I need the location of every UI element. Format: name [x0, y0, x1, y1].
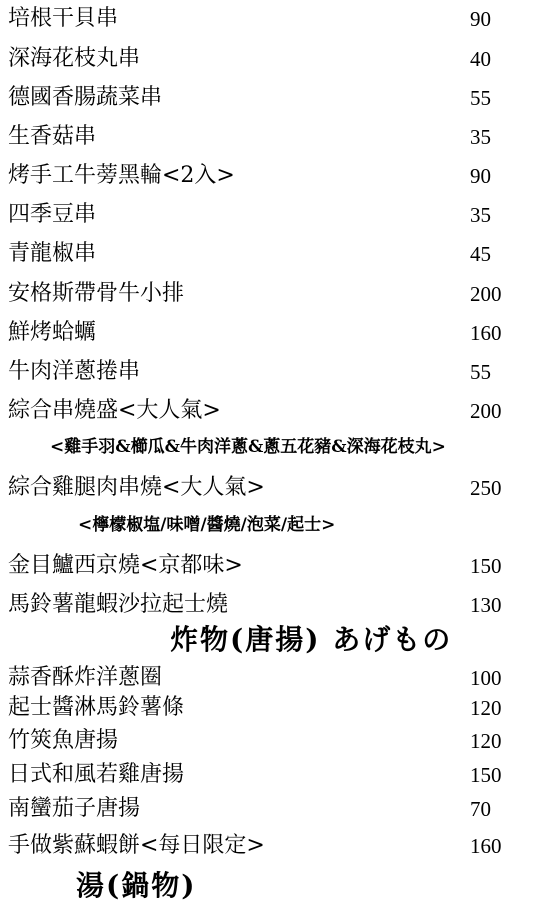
- item-price: 100: [470, 666, 502, 690]
- item-name: 日式和風若雞唐揚: [8, 762, 185, 787]
- item-price: 130: [470, 593, 502, 617]
- item-name: 綜合雞腿肉串燒<大人氣>: [8, 475, 265, 500]
- item-name: 培根干貝串: [8, 6, 119, 31]
- item-price: 150: [470, 763, 502, 787]
- menu-row: [0, 277, 540, 311]
- menu-row: [0, 42, 540, 76]
- item-price: 70: [470, 797, 491, 821]
- flavor-note: <檸檬椒塩/味噌/醬燒/泡菜/起士>: [78, 515, 336, 535]
- menu-row: [0, 691, 540, 725]
- menu-row: [0, 81, 540, 115]
- item-name: 德國香腸蔬菜串: [8, 85, 163, 110]
- menu-row: [0, 237, 540, 271]
- menu-row: [0, 758, 540, 792]
- menu-row: [0, 355, 540, 389]
- item-name: 金目鱸西京燒<京都味>: [8, 553, 243, 578]
- item-price: 160: [470, 321, 502, 345]
- menu-row: [0, 829, 540, 863]
- menu-row: [0, 159, 540, 193]
- section-title-soup: 湯(鍋物): [76, 869, 197, 902]
- item-name: 竹筴魚唐揚: [8, 728, 119, 753]
- menu-row: [0, 394, 540, 428]
- item-price: 160: [470, 834, 502, 858]
- item-name: 鮮烤蛤蠣: [8, 320, 97, 345]
- item-name: 安格斯帶骨牛小排: [8, 281, 185, 306]
- item-price: 200: [470, 399, 502, 423]
- item-name: 青龍椒串: [8, 241, 97, 266]
- item-price: 35: [470, 125, 491, 149]
- item-name: 馬鈴薯龍蝦沙拉起士燒: [8, 592, 229, 617]
- item-price: 35: [470, 203, 491, 227]
- item-price: 40: [470, 47, 491, 71]
- menu-row: [0, 316, 540, 350]
- item-price: 200: [470, 282, 502, 306]
- item-name: 四季豆串: [8, 202, 97, 227]
- item-price: 120: [470, 729, 502, 753]
- item-price: 120: [470, 696, 502, 720]
- menu-row: [0, 198, 540, 232]
- menu-row: [0, 2, 540, 36]
- menu-row: [0, 588, 540, 622]
- item-name: 深海花枝丸串: [8, 46, 141, 71]
- item-name: 牛肉洋蔥捲串: [8, 359, 141, 384]
- menu-row: [0, 724, 540, 758]
- item-name: 手做紫蘇蝦餅<每日限定>: [8, 833, 265, 858]
- menu-row: [0, 120, 540, 154]
- item-name: 起士醬淋馬鈴薯條: [8, 695, 185, 720]
- item-price: 250: [470, 476, 502, 500]
- item-price: 55: [470, 86, 491, 110]
- item-name: 生香菇串: [8, 124, 97, 149]
- item-name: 綜合串燒盛<大人氣>: [8, 398, 221, 423]
- menu-row: [0, 792, 540, 826]
- menu-row: [0, 471, 540, 505]
- combo-note: <雞手羽&櫛瓜&牛肉洋蔥&蔥五花豬&深海花枝丸>: [50, 437, 446, 457]
- item-price: 45: [470, 242, 491, 266]
- item-price: 55: [470, 360, 491, 384]
- item-price: 90: [470, 164, 491, 188]
- item-name: 烤手工牛蒡黑輪<2入>: [8, 163, 235, 188]
- menu-row: [0, 549, 540, 583]
- item-price: 150: [470, 554, 502, 578]
- section-title-fried: 炸物(唐揚) あげもの: [170, 623, 453, 656]
- item-name: 南蠻茄子唐揚: [8, 796, 141, 821]
- item-name: 蒜香酥炸洋蔥圈: [8, 665, 163, 690]
- menu-row: [0, 661, 540, 695]
- item-price: 90: [470, 7, 491, 31]
